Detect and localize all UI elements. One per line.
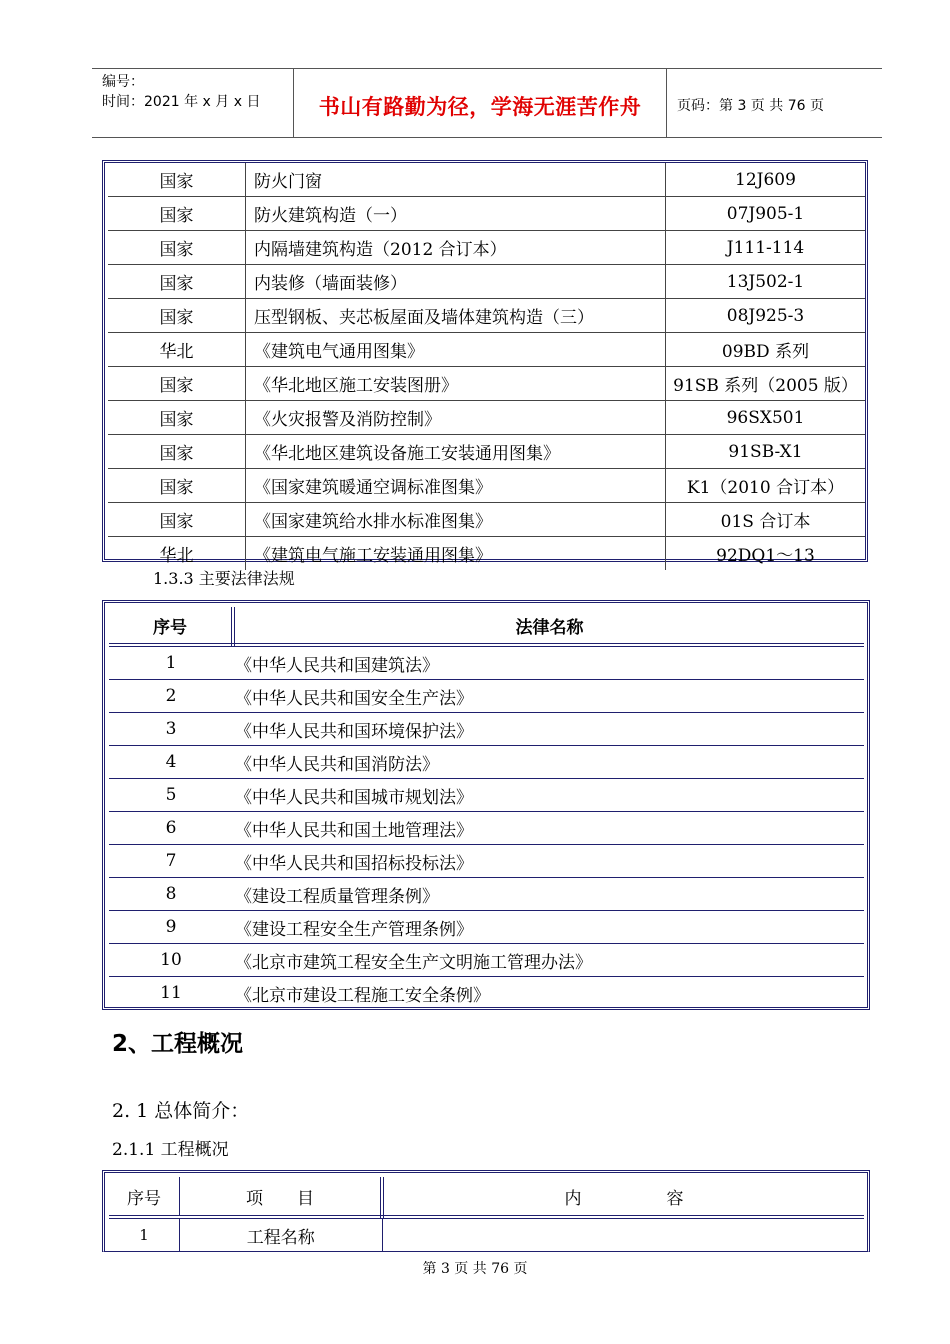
table-row [108,401,865,435]
table-row [109,746,864,779]
table-row [108,367,865,401]
standard-name-cell: 防火门窗 [246,163,666,197]
standard-name-cell: 《国家建筑暖通空调标准图集》 [246,469,666,503]
standard-name-cell: 压型钢板、夹芯板屋面及墙体建筑构造（三） [246,299,666,333]
overview-header-no: 序号 [109,1177,180,1217]
overview-table-header-row [109,1177,864,1217]
law-number-cell: 3 [109,713,233,746]
standard-code-cell: K1（2010 合订本） [666,469,866,503]
standard-region-cell: 华北 [108,537,246,571]
standard-code-cell: 91SB 系列（2005 版） [666,367,866,401]
table-row [109,680,864,713]
standard-code-cell: 01S 合订本 [666,503,866,537]
section-heading-2-1: 2. 1 总体简介： [112,1100,250,1122]
table-row [108,435,865,469]
law-number-cell: 8 [109,878,233,911]
law-number-cell: 2 [109,680,233,713]
overview-header-item: 项 目 [180,1177,383,1217]
document-number-label: 编号： [102,74,144,90]
standard-name-cell: 《建筑电气施工安装通用图集》 [246,537,666,571]
section-heading-1-3-3: 1.3.3 主要法律法规 [153,569,295,588]
table-row [109,845,864,878]
law-name-cell: 《北京市建设工程施工安全条例》 [235,985,490,1006]
standard-code-cell: 08J925-3 [666,299,866,333]
law-name-cell: 《中华人民共和国安全生产法》 [233,680,864,713]
law-name-cell: 《建设工程安全生产管理条例》 [233,911,864,944]
standard-name-cell: 防火建筑构造（一） [246,197,666,231]
table-row [109,713,864,746]
laws-header-no: 序号 [109,607,233,645]
standard-region-cell: 国家 [108,163,246,197]
document-time-label: 时间：2021 年 x 月 x 日 [102,94,261,110]
standard-code-cell: 12J609 [666,163,866,197]
table-row [109,645,864,680]
standard-name-cell: 内装修（墙面装修） [246,265,666,299]
standard-name-cell: 《华北地区建筑设备施工安装通用图集》 [246,435,666,469]
table-row [108,537,865,571]
overview-item-cell: 工程名称 [180,1217,383,1251]
table-row [108,197,865,231]
law-number-cell: 1 [109,645,233,680]
standard-code-cell: 92DQ1～13 [716,546,815,566]
standard-region-cell: 国家 [108,469,246,503]
table-row [108,503,865,537]
standard-code-cell: 07J905-1 [666,197,866,231]
standards-table-frame [102,160,868,566]
table-row [108,469,865,503]
table-row [108,163,865,197]
law-name-cell: 《中华人民共和国城市规划法》 [233,779,864,812]
laws-header-name: 法律名称 [233,607,864,645]
overview-table-frame [102,1170,870,1252]
law-number-cell: 9 [109,911,233,944]
standard-code-cell: J111-114 [666,231,866,265]
table-row [109,779,864,812]
standard-region-cell: 国家 [108,503,246,537]
overview-header-content: 内 容 [382,1177,864,1217]
header-motto: 书山有路勤为径，学海无涯苦作舟 [318,95,642,119]
law-number-cell: 4 [109,746,233,779]
header-page-cell [667,69,882,137]
law-name-cell: 《建设工程质量管理条例》 [233,878,864,911]
page-footer: 第 3 页 共 76 页 [422,1261,528,1277]
standard-code-cell: 96SX501 [666,401,866,435]
law-name-cell: 《北京市建筑工程安全生产文明施工管理办法》 [233,944,864,977]
standard-region-cell: 国家 [108,197,246,231]
header-motto-cell [294,69,667,137]
section-heading-2: 2、工程概况 [112,1031,244,1057]
standard-region-cell: 国家 [108,299,246,333]
table-row [108,299,865,333]
law-name-cell: 《中华人民共和国建筑法》 [233,645,864,680]
standard-code-cell: 13J502-1 [666,265,866,299]
law-number-cell: 7 [109,845,233,878]
table-row [109,977,864,1010]
page-header [92,68,882,138]
law-number-cell: 6 [109,812,233,845]
law-number-cell: 10 [109,944,233,977]
law-name-cell: 《中华人民共和国土地管理法》 [233,812,864,845]
law-name-cell: 《中华人民共和国招标投标法》 [233,845,864,878]
table-row [109,1217,864,1251]
standard-region-cell: 国家 [108,435,246,469]
standard-name-cell: 《建筑电气通用图集》 [246,333,666,367]
laws-table-header-row [109,607,864,645]
standard-name-cell: 《火灾报警及消防控制》 [246,401,666,435]
standard-region-cell: 国家 [108,401,246,435]
standard-name-cell: 《国家建筑给水排水标准图集》 [246,503,666,537]
overview-table [109,1177,864,1251]
standard-region-cell: 国家 [108,231,246,265]
standard-code-cell: 91SB-X1 [666,435,866,469]
table-row [108,333,865,367]
standard-name-cell: 内隔墙建筑构造（2012 合订本） [246,231,666,265]
law-number-cell: 11 [160,983,182,1003]
law-name-cell: 《中华人民共和国消防法》 [233,746,864,779]
overview-number-cell: 1 [109,1217,180,1251]
table-row [109,812,864,845]
standard-name-cell: 《华北地区施工安装图册》 [246,367,666,401]
law-number-cell: 5 [109,779,233,812]
table-row [109,878,864,911]
section-heading-2-1-1: 2.1.1 工程概况 [112,1140,229,1160]
standards-table [108,163,865,570]
table-row [108,231,865,265]
overview-content-cell [382,1217,864,1251]
laws-table [109,607,864,1009]
law-name-cell: 《中华人民共和国环境保护法》 [233,713,864,746]
laws-table-frame [102,600,870,1010]
standard-region-cell: 国家 [108,265,246,299]
standard-region-cell: 国家 [108,367,246,401]
table-row [109,944,864,977]
header-page-number: 页码：第 3 页 共 76 页 [677,98,824,114]
standard-region-cell: 华北 [108,333,246,367]
table-row [108,265,865,299]
table-row [109,911,864,944]
standard-code-cell: 09BD 系列 [666,333,866,367]
header-meta-cell [92,69,294,137]
